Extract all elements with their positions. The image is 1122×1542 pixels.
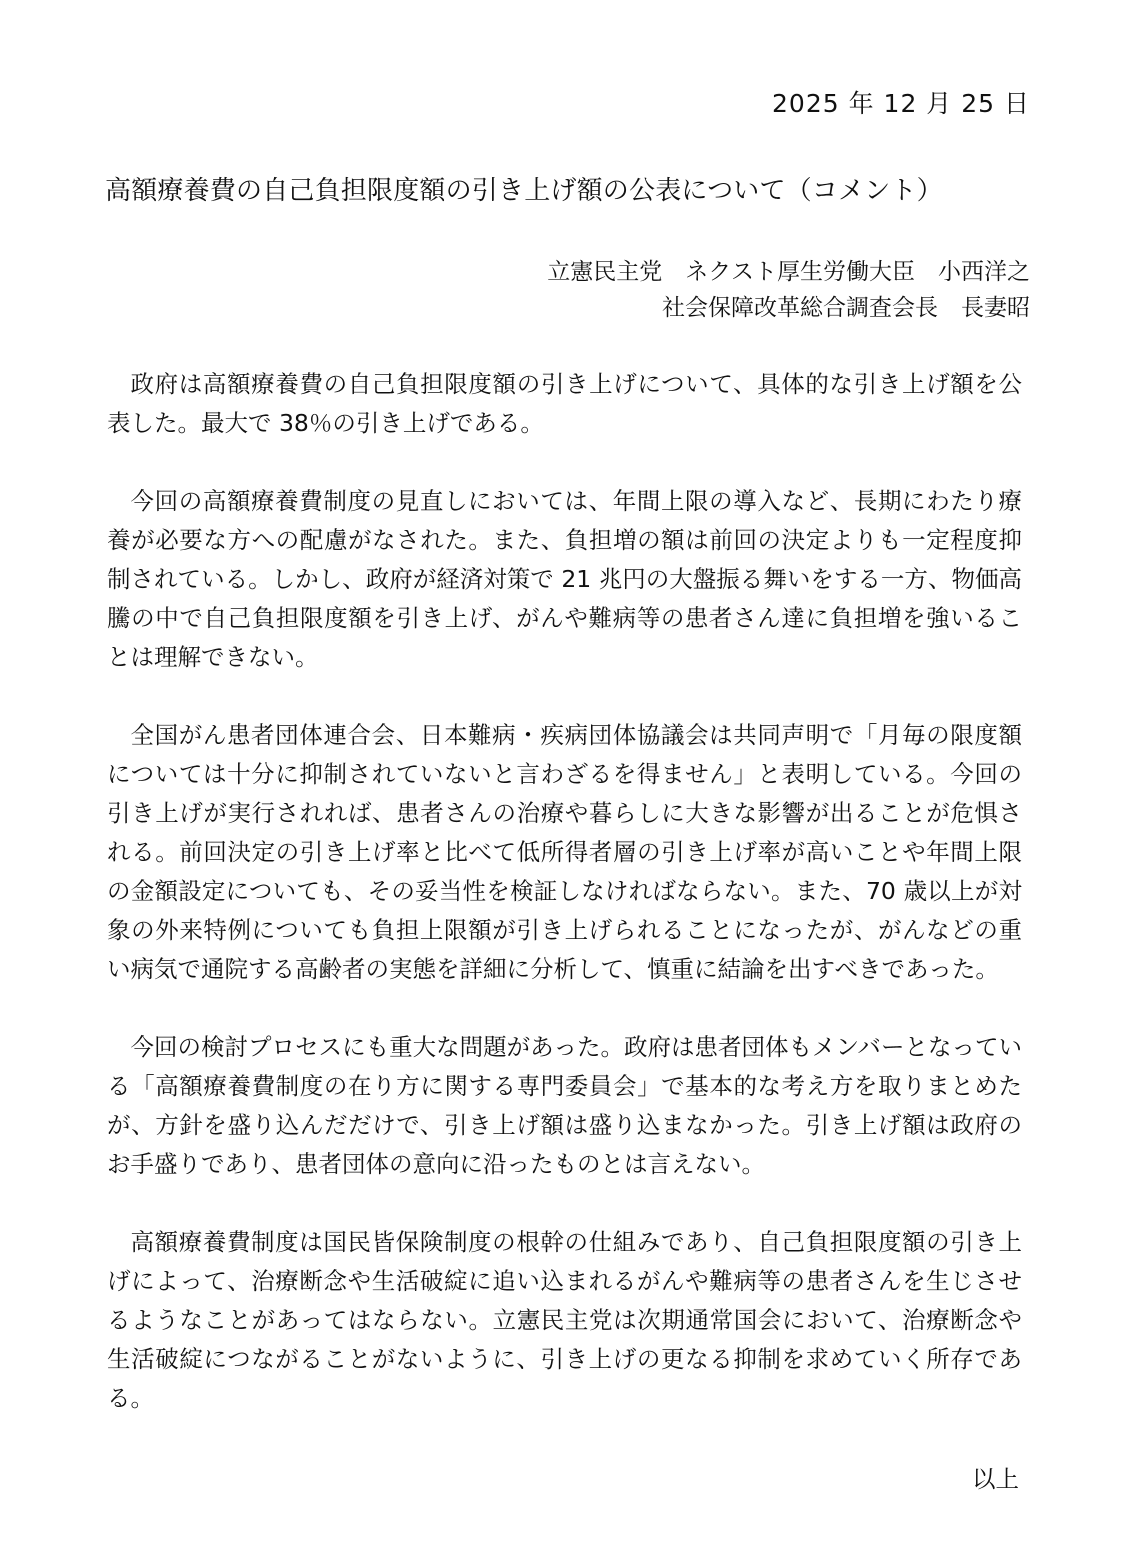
author-line-secondary: 社会保障改革総合調査会長 長妻昭 xyxy=(662,295,1030,321)
paragraph-4: 今回の検討プロセスにも重大な問題があった。政府は患者団体もメンバーとなっている「高額療養費制度の在り方に関する専門委員会」で基本的な考え方を取りまとめたが、方針を盛り込んだだけで、引き上げ額は盛り込まなかった。引き上げ額は政府のお手盛りであり、患者団体の意向に沿ったものとは言えない。 xyxy=(107,1033,1022,1178)
paragraph-2: 今回の高額療養費制度の見直しにおいては、年間上限の導入など、長期にわたり療養が必要な方への配慮がなされた。また、負担増の額は前回の決定よりも一定程度抑制されている。しかし、政府が経済対策で 21 兆円の大盤振る舞いをする一方、物価高騰の中で自己負担限度額を引き上げ、がんや難病等の患者さん達に負担増を強いることは理解できない。 xyxy=(107,487,1022,671)
author-block xyxy=(547,254,1030,326)
document-body xyxy=(107,365,1022,1457)
paragraph-5: 高額療養費制度は国民皆保険制度の根幹の仕組みであり、自己負担限度額の引き上げによって、治療断念や生活破綻に追い込まれるがんや難病等の患者さんを生じさせるようなことがあってはならない。立憲民主党は次期通常国会において、治療断念や生活破綻につながることがないように、引き上げの更なる抑制を求めていく所存である。 xyxy=(107,1228,1022,1412)
closing-mark: 以上 xyxy=(972,1465,1019,1493)
document-date: 2025 年 12 月 25 日 xyxy=(772,89,1030,118)
paragraph-3: 全国がん患者団体連合会、日本難病・疾病団体協議会は共同声明で「月毎の限度額については十分に抑制されていないと言わざるを得ません」と表明している。今回の引き上げが実行されれば、患者さんの治療や暮らしに大きな影響が出ることが危惧される。前回決定の引き上げ率と比べて低所得者層の引き上げ率が高いことや年間上限の金額設定についても、その妥当性を検証しなければならない。また、70 歳以上が対象の外来特例についても負担上限額が引き上げられることになったが、がんなどの重い病気で通院する高齢者の実態を詳細に分析して、慎重に結論を出すべきであった。 xyxy=(107,721,1022,983)
author-line-primary: 立憲民主党 ネクスト厚生労働大臣 小西洋之 xyxy=(547,259,1030,285)
paragraph-1: 政府は高額療養費の自己負担限度額の引き上げについて、具体的な引き上げ額を公表した。最大で 38％の引き上げである。 xyxy=(107,370,1022,437)
document-title: 高額療養費の自己負担限度額の引き上げ額の公表について（コメント） xyxy=(105,176,943,206)
